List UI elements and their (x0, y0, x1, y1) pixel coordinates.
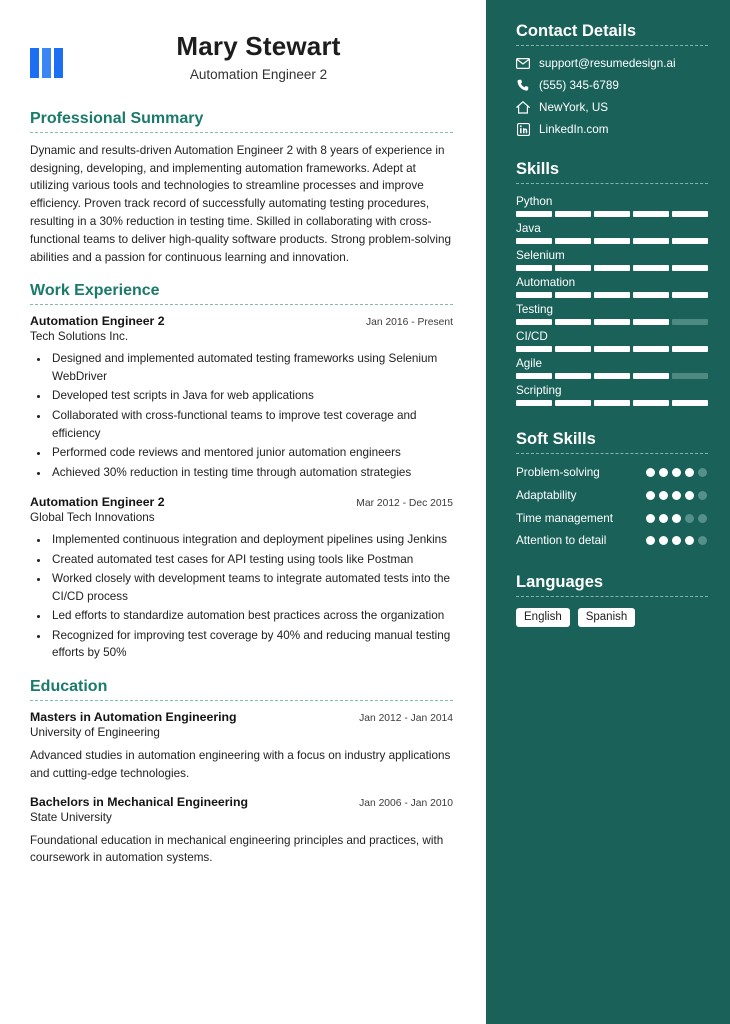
education-description: Advanced studies in automation engineering with a focus on industry applications and cutting-edge technologies. (30, 749, 451, 780)
name-block (90, 32, 453, 82)
skill-row (516, 384, 708, 406)
education-section (30, 678, 453, 867)
education-school: State University (30, 810, 112, 824)
work-experience-section (30, 282, 453, 662)
list-item: • Recognized for improving test coverage by 40% and reducing manual testing efforts by 50% (50, 627, 453, 662)
education-degree: Masters in Automation Engineering (30, 710, 237, 725)
soft-skill-rating (646, 533, 708, 545)
education-entry (30, 710, 453, 783)
skill-level-bar (516, 238, 708, 244)
education-entry (30, 795, 453, 868)
education-date: Jan 2012 - Jan 2014 (359, 713, 453, 725)
language-chip-list (516, 608, 708, 627)
resume-header (30, 18, 453, 94)
language-chip: Spanish (578, 608, 636, 627)
summary-text: Dynamic and results-driven Automation Engineer 2 with 8 years of experience in designing, developing, and implementing automation frameworks. Adept at utilizing various tools and technologies to streamline processes and improve efficiency. Proven track record of successfully automating testing procedures, resulting in a 30% reduction in testing time. Skilled in collaborating with cross-functional teams to deliver high-quality software products. Strong problem-solving abilities and a passion for continuous learning and innovation. (30, 143, 451, 264)
contact-value: support@resumedesign.ai (539, 57, 676, 70)
languages-section (516, 573, 708, 627)
divider (30, 700, 453, 701)
list-item: • Performed code reviews and mentored junior automation engineers (50, 444, 453, 462)
contact-details-section (516, 22, 708, 136)
job-company: Global Tech Innovations (30, 511, 155, 525)
language-chip: English (516, 608, 570, 627)
list-item: • Designed and implemented automated testing frameworks using Selenium WebDriver (50, 350, 453, 385)
blue-bars-logo-icon (30, 32, 90, 78)
job-role: Automation Engineer 2 (30, 495, 165, 510)
section-title-summary: Professional Summary (30, 109, 204, 127)
work-entry (30, 495, 453, 662)
divider (516, 183, 708, 184)
skill-row (516, 303, 708, 325)
soft-skill-row (516, 465, 708, 481)
skill-label: Java (516, 222, 541, 235)
contact-value: NewYork, US (539, 101, 609, 114)
skill-label: Selenium (516, 249, 565, 262)
contact-value: LinkedIn.com (539, 123, 609, 136)
skill-label: Automation (516, 276, 576, 289)
job-bullets (30, 350, 453, 481)
skill-row (516, 195, 708, 217)
section-title-skills: Skills (516, 160, 560, 178)
contact-value: (555) 345-6789 (539, 79, 619, 92)
contact-item-linkedin[interactable] (516, 123, 708, 136)
contact-item-email[interactable] (516, 57, 708, 70)
home-icon (516, 101, 530, 114)
divider (516, 596, 708, 597)
soft-skill-label: Time management (516, 511, 614, 525)
skill-row (516, 249, 708, 271)
professional-summary-section (30, 110, 453, 266)
skill-level-bar (516, 292, 708, 298)
skill-level-bar (516, 400, 708, 406)
divider (30, 132, 453, 133)
skill-level-bar (516, 319, 708, 325)
contact-item-location[interactable] (516, 101, 708, 114)
skill-row (516, 276, 708, 298)
soft-skill-row (516, 533, 708, 549)
soft-skill-rating (646, 488, 708, 500)
contact-item-phone[interactable] (516, 79, 708, 92)
list-item: • Achieved 30% reduction in testing time through automation strategies (50, 464, 453, 482)
soft-skills-section (516, 430, 708, 549)
list-item: • Worked closely with development teams to integrate automated tests into the CI/CD process (50, 570, 453, 605)
candidate-name: Mary Stewart (176, 31, 341, 61)
skill-row (516, 357, 708, 379)
soft-skill-row (516, 488, 708, 504)
section-title-languages: Languages (516, 573, 604, 592)
skill-level-bar (516, 265, 708, 271)
section-title-soft-skills: Soft Skills (516, 430, 596, 448)
education-school: University of Engineering (30, 726, 160, 740)
list-item: • Led efforts to standardize automation best practices across the organization (50, 607, 453, 625)
section-title-contact: Contact Details (516, 22, 637, 40)
list-item: • Collaborated with cross-functional teams to improve test coverage and efficiency (50, 407, 453, 442)
soft-skill-rating (646, 511, 708, 523)
skill-label: Agile (516, 357, 542, 370)
skill-row (516, 330, 708, 352)
job-company: Tech Solutions Inc. (30, 330, 129, 344)
skills-section (516, 160, 708, 406)
list-item: • Implemented continuous integration and deployment pipelines using Jenkins (50, 531, 453, 549)
job-role: Automation Engineer 2 (30, 314, 165, 329)
job-bullets (30, 531, 453, 662)
divider (516, 45, 708, 46)
education-degree: Bachelors in Mechanical Engineering (30, 794, 248, 809)
education-description: Foundational education in mechanical engineering principles and practices, with coursework in automation systems. (30, 833, 444, 865)
soft-skill-label: Adaptability (516, 488, 577, 502)
divider (30, 304, 453, 305)
section-title-work: Work Experience (30, 282, 160, 300)
list-item: • Developed test scripts in Java for web applications (50, 387, 453, 405)
section-title-education: Education (30, 678, 108, 696)
skill-label: Python (516, 195, 553, 208)
envelope-icon (516, 58, 530, 69)
phone-icon (516, 79, 530, 92)
job-date: Mar 2012 - Dec 2015 (356, 498, 453, 510)
resume-sidebar (486, 0, 730, 1024)
contact-list (516, 57, 708, 136)
skill-row (516, 222, 708, 244)
candidate-job-title: Automation Engineer 2 (189, 66, 328, 82)
skill-level-bar (516, 373, 708, 379)
soft-skill-label: Problem-solving (516, 466, 600, 479)
soft-skill-label: Attention to detail (516, 534, 607, 548)
education-date: Jan 2006 - Jan 2010 (359, 797, 453, 809)
skill-level-bar (516, 211, 708, 217)
linkedin-icon (516, 123, 530, 136)
skill-level-bar (516, 346, 708, 352)
skill-label: CI/CD (516, 330, 548, 343)
soft-skill-row (516, 511, 708, 527)
list-item: • Created automated test cases for API testing using tools like Postman (50, 551, 453, 569)
work-entry (30, 314, 453, 481)
soft-skill-rating (646, 465, 708, 477)
skill-label: Testing (516, 303, 554, 316)
skill-label: Scripting (516, 384, 562, 397)
job-date: Jan 2016 - Present (365, 317, 453, 329)
divider (516, 453, 708, 454)
